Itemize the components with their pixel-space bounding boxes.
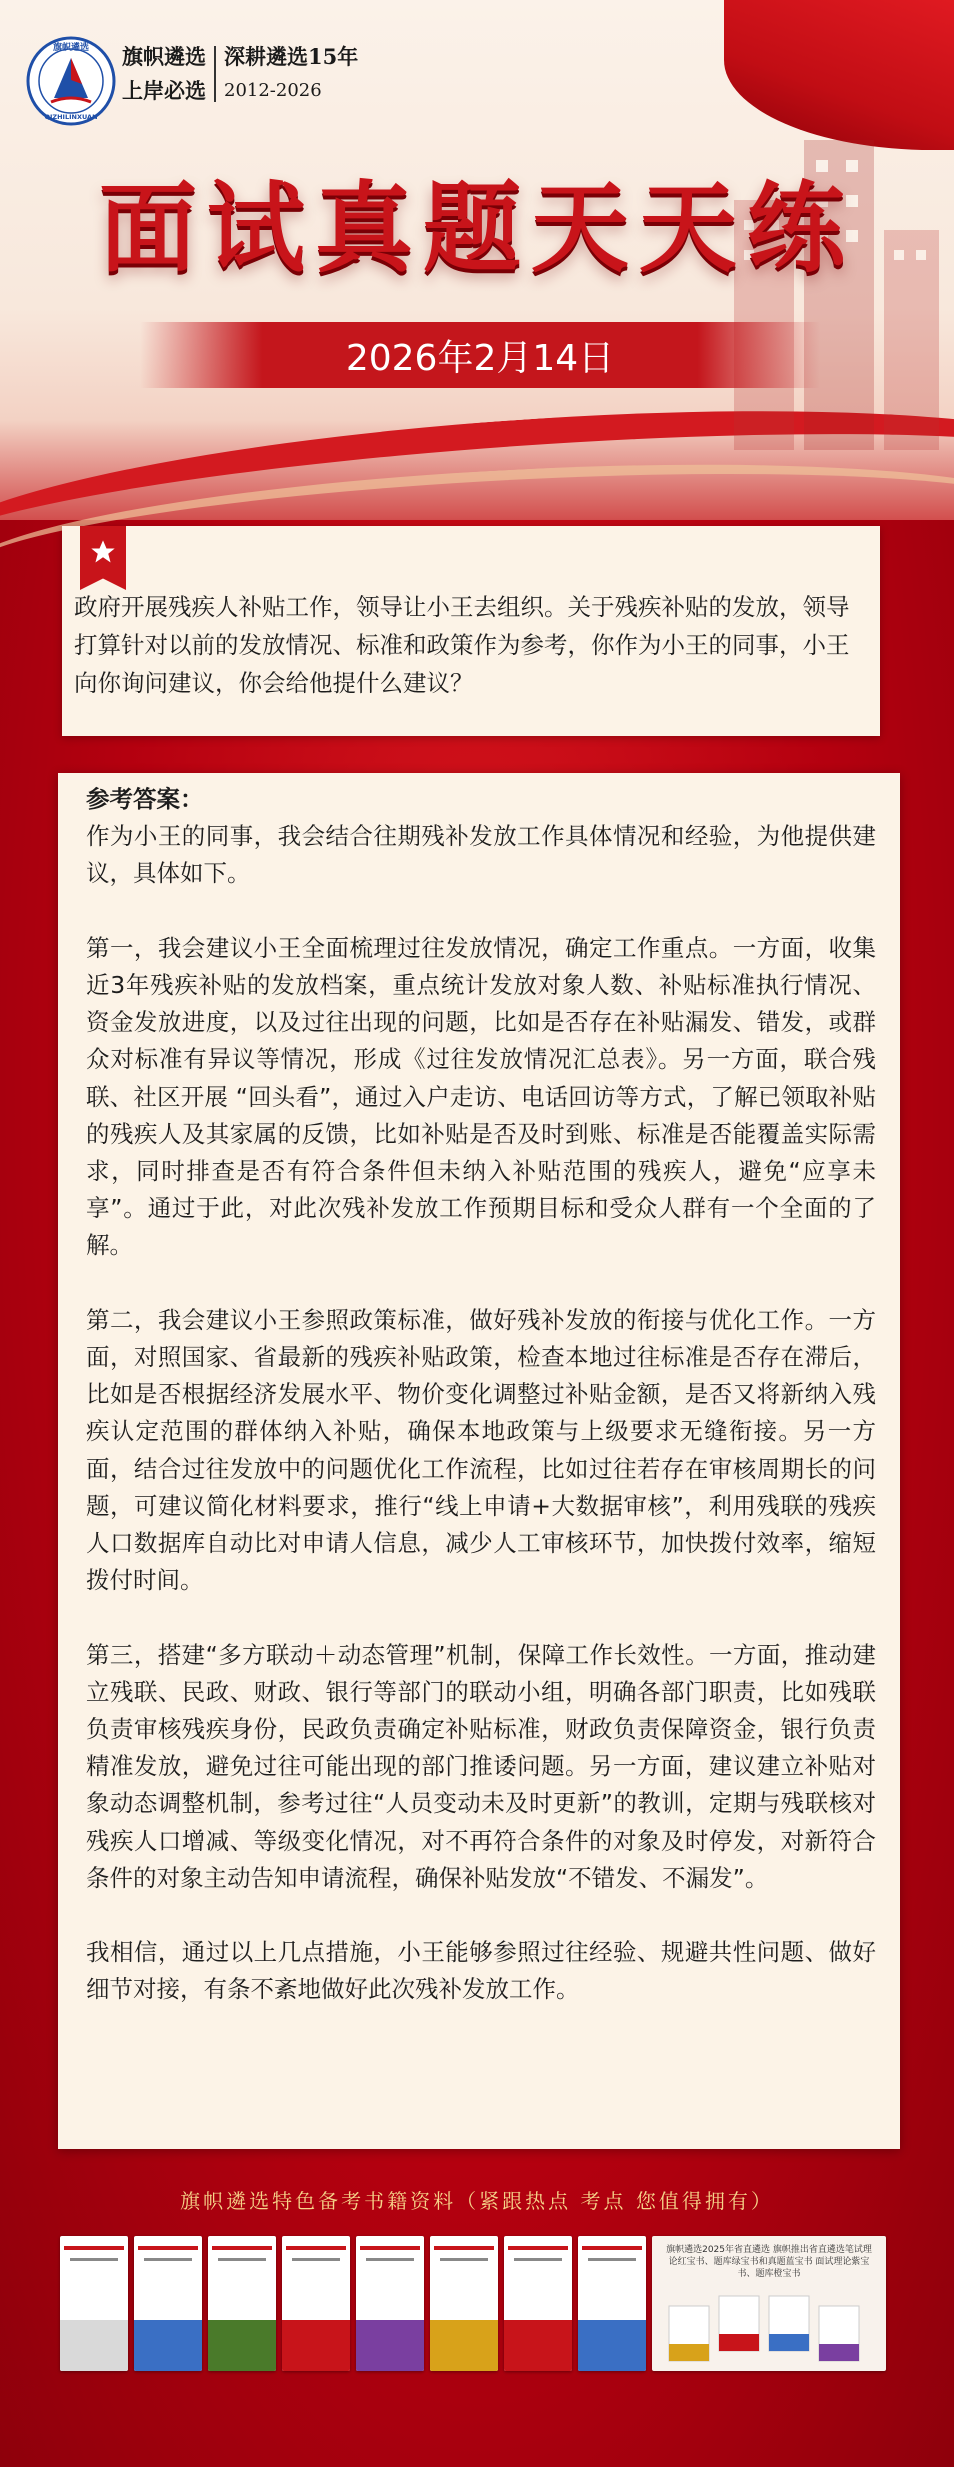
promo-heading: 旗帜遴选特色备考书籍资料（紧跟热点 考点 您值得拥有） [180, 2189, 774, 2213]
brand-logo [26, 36, 116, 126]
answer-intro: 作为小王的同事，我会结合往期残补发放工作具体情况和经验，为他提供建议，具体如下。 [86, 822, 876, 888]
book-cover[interactable] [60, 2236, 128, 2371]
book-promo-panel[interactable] [652, 2236, 886, 2371]
book-cover[interactable] [430, 2236, 498, 2371]
book-cover[interactable] [578, 2236, 646, 2371]
answer-paragraph-3: 第三，搭建“多方联动＋动态管理”机制，保障工作长效性。一方面，推动建立残联、民政、财政、银行等部门的联动小组，明确各部门职责，比如残联负责审核残疾身份，民政负责确定补贴标准，财政负责保障资金，银行负责精准发放，避免过往可能出现的部门推诿问题。另一方面，建议建立补贴对象动态调整机制，参考过往“人员变动未及时更新”的教训，定期与残联核对残疾人口增减、等级变化情况，对不再符合条件的对象及时停发，对新符合条件的对象主动告知申请流程，确保补贴发放“不错发、不漏发”。 [86, 1640, 876, 1892]
book-cover[interactable] [282, 2236, 350, 2371]
date-text: 2026年2月14日 [345, 337, 615, 379]
date-banner [140, 322, 820, 388]
brand-divider [214, 46, 216, 102]
book-stack-illustration [664, 2286, 874, 2366]
brand-slogan [122, 40, 358, 108]
brand-line1-left: 旗帜遴选 [122, 44, 206, 69]
brand-line2-left: 上岸必选 [122, 78, 206, 103]
answer-heading: 参考答案： [86, 785, 204, 813]
answer-card [58, 773, 900, 2149]
question-text: 政府开展残疾人补贴工作，领导让小王去组织。关于残疾补贴的发放，领导打算针对以前的发放情况、标准和政策作为参考，你作为小王的同事，小王向你询问建议，你会给他提什么建议？ [74, 593, 850, 697]
star-bookmark-icon [80, 526, 126, 590]
book-cover[interactable] [208, 2236, 276, 2371]
brand-line2-right: 2012-2026 [224, 80, 322, 101]
logo-text-top: 旗帜遴选 [52, 43, 90, 53]
brand-line1-right: 深耕遴选15年 [224, 44, 359, 69]
book-promo-text: 旗帜遴选2025年省直遴选 旗帜推出省直遴选笔试理论红宝书、题库绿宝书和真题蓝宝书 面试理论紫宝书、题库橙宝书 [666, 2245, 872, 2279]
answer-paragraph-2: 第二，我会建议小王参照政策标准，做好残补发放的衔接与优化工作。一方面，对照国家、省最新的残疾补贴政策，检查本地过往标准是否存在滞后，比如是否根据经济发展水平、物价变化调整过补贴金额，是否又将新纳入残疾认定范围的群体纳入补贴，确保本地政策与上级要求无缝衔接。另一方面，结合过往发放中的问题优化工作流程，比如过往若存在审核周期长的问题，可建议简化材料要求，推行“线上申请+大数据审核”，利用残联的残疾人口数据库自动比对申请人信息，减少人工审核环节，加快拨付效率，缩短拨付时间。 [86, 1305, 876, 1595]
book-cover[interactable] [134, 2236, 202, 2371]
book-cover[interactable] [356, 2236, 424, 2371]
answer-paragraph-1: 第一，我会建议小王全面梳理过往发放情况，确定工作重点。一方面，收集近3年残疾补贴的发放档案，重点统计发放对象人数、补贴标准执行情况、资金发放进度，以及过往出现的问题，比如是否存在补贴漏发、错发，或群众对标准有异议等情况，形成《过往发放情况汇总表》。另一方面，联合残联、社区开展 “回头看”，通过入户走访、电话回访等方式，了解已领取补贴的残疾人及其家属的反馈，比如补贴是否及时到账、标准是否能覆盖实际需求，同时排查是否有符合条件但未纳入补贴范围的残疾人，避免“应享未享”。通过于此，对此次残补发放工作预期目标和受众人群有一个全面的了解。 [86, 933, 876, 1260]
answer-paragraph-4: 我相信，通过以上几点措施，小王能够参照过往经验、规避共性问题、做好细节对接，有条不紊地做好此次残补发放工作。 [86, 1938, 876, 2004]
answer-body [86, 781, 876, 2009]
page-title: 面试真题天天练 [98, 171, 855, 286]
question-card [62, 526, 880, 736]
logo-text-bottom: QIZHILINXUAN [44, 113, 98, 121]
book-cover[interactable] [504, 2236, 572, 2371]
book-gallery [60, 2236, 646, 2371]
